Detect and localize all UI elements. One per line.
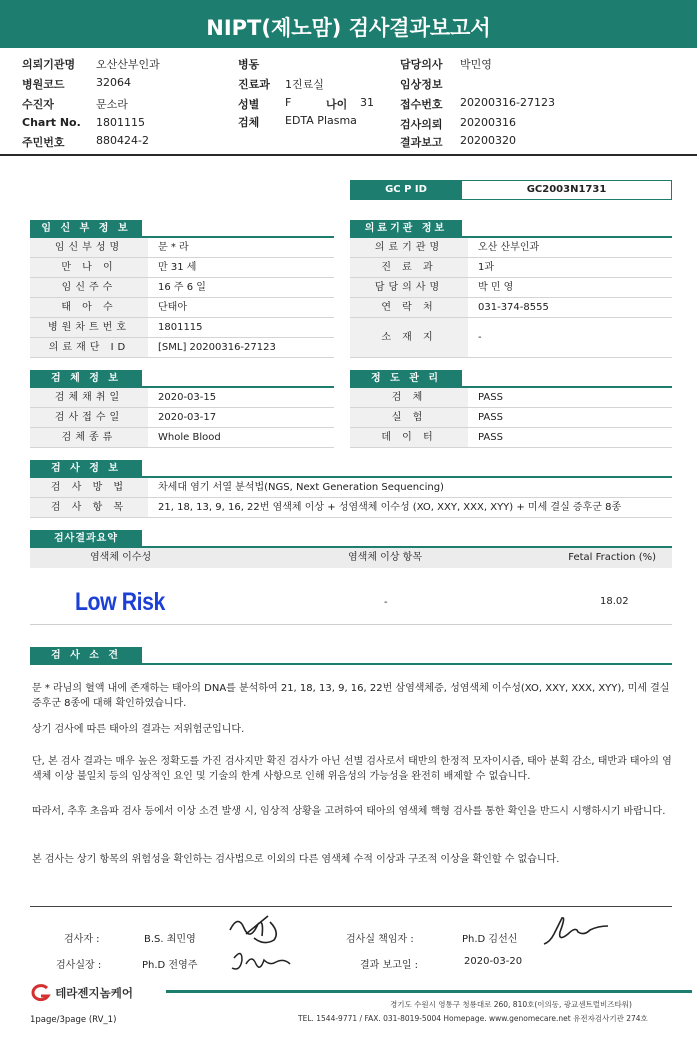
row-label: 소 재 지 (350, 318, 468, 357)
row-label: 검체종류 (30, 428, 148, 447)
page-number: 1page/3page (RV_1) (30, 1015, 117, 1025)
test-method-row (30, 478, 672, 498)
chart-label: Chart No. (22, 116, 81, 129)
row-value: Whole Blood (158, 432, 221, 443)
findings-section-line (30, 663, 672, 665)
hospital-label: 의뢰기관명 (22, 58, 76, 71)
row-value: 1과 (478, 262, 495, 273)
tester-signature (224, 910, 294, 950)
doctor-value: 박민영 (460, 58, 492, 71)
signature-divider (30, 906, 672, 907)
gcp-label: GC P ID (350, 180, 462, 200)
sex-value: F (285, 96, 292, 109)
tester-label: 검사자 : (64, 934, 100, 945)
row-label: 검체채취일 (30, 388, 148, 407)
id-label: 주민번호 (22, 136, 65, 149)
test-items-label: 검 사 항 목 (30, 498, 148, 517)
request-value: 20200316 (460, 116, 516, 129)
table-row (350, 278, 672, 298)
fetal-fraction-value: 18.02 (600, 596, 629, 607)
lead-signature (540, 912, 612, 950)
report-value: 20200320 (460, 134, 516, 147)
row-label: 임신주수 (30, 278, 148, 297)
table-row (30, 408, 334, 428)
table-row (30, 318, 334, 338)
row-label: 실 험 (350, 408, 468, 427)
age-label: 나이 (326, 98, 348, 111)
row-value: 031-374-8555 (478, 302, 549, 313)
test-items-value: 21, 18, 13, 9, 16, 22번 염색체 이상 + 성염색체 이수성 (XO, XXY, XXX, XYY) + 미세 결실 증후군 8종 (158, 502, 622, 513)
row-label: 병원차트번호 (30, 318, 148, 337)
row-value: 1801115 (158, 322, 203, 333)
table-row (350, 388, 672, 408)
patient-value: 문소라 (96, 98, 128, 111)
age-value: 31 (360, 96, 374, 109)
row-value: PASS (478, 392, 503, 403)
company-logo-icon (30, 984, 52, 1002)
findings-section-title: 검 사 소 견 (30, 647, 142, 665)
header-divider (0, 154, 697, 156)
company-logo (30, 984, 133, 1002)
findings-paragraph-3: 단, 본 검사 결과는 매우 높은 정확도를 가진 검사지만 확진 검사가 아닌 선별 검사로서 태반의 한정적 모자이시즘, 태아 분획 감소, 태반과 태아의 염색체 이상 불일치 등의 임상적인 요인 및 기술의 한계 사항으로 인해 위음성의 가능성을 완전히 배제할 수 없습니다. (32, 756, 672, 782)
table-row (350, 298, 672, 318)
lead-label: 검사실 책임자 : (346, 934, 414, 945)
table-row (350, 258, 672, 278)
row-value: 오산 산부인과 (478, 242, 540, 253)
table-row (350, 238, 672, 258)
row-label: 연 락 처 (350, 298, 468, 317)
dept-value: 1진료실 (285, 78, 324, 91)
accession-value: 20200316-27123 (460, 96, 555, 109)
code-value: 32064 (96, 76, 131, 89)
row-value: - (478, 332, 482, 343)
table-row (350, 318, 672, 358)
row-value: 단태아 (158, 302, 187, 313)
qc-section-title: 정 도 관 리 (350, 370, 462, 388)
row-label: 검 체 (350, 388, 468, 407)
row-value: 문 * 라 (158, 242, 189, 253)
table-row (30, 428, 334, 448)
summary-col-fetal-fraction: Fetal Fraction (%) (568, 552, 656, 563)
clinical-label: 임상정보 (400, 78, 443, 91)
director-signature (228, 946, 298, 976)
row-value: 16 주 6 일 (158, 282, 206, 293)
specimen-label: 검체 (238, 116, 260, 129)
table-row (30, 298, 334, 318)
director-label: 검사실장 : (56, 960, 102, 971)
code-label: 병원코드 (22, 78, 65, 91)
patient-label: 수진자 (22, 98, 54, 111)
row-label: 의료기관명 (350, 238, 468, 257)
row-value: [SML] 20200316-27123 (158, 342, 276, 353)
request-label: 검사의뢰 (400, 118, 443, 131)
test-section-title: 검 사 정 보 (30, 460, 142, 478)
test-method-label: 검 사 방 법 (30, 478, 148, 497)
table-row (30, 278, 334, 298)
row-label: 진 료 과 (350, 258, 468, 277)
table-row (350, 428, 672, 448)
findings-paragraph-5: 본 검사는 상기 항목의 위험성을 확인하는 검사법으로 이외의 다른 염색체 수적 이상과 구조적 이상을 확인할 수 없습니다. (32, 854, 560, 865)
tester-value: B.S. 최민영 (144, 934, 196, 945)
row-value: PASS (478, 432, 503, 443)
company-name: 테라젠지놈케어 (55, 986, 133, 1000)
row-value: 만 31 세 (158, 262, 197, 273)
row-value: 박 민 영 (478, 282, 514, 293)
table-row (30, 338, 334, 358)
test-items-row (30, 498, 672, 518)
hospital-value: 오산산부인과 (96, 58, 160, 71)
findings-paragraph-2: 상기 검사에 따른 태아의 결과는 저위험군입니다. (32, 724, 245, 735)
lead-value: Ph.D 김선신 (462, 934, 518, 945)
summary-header (30, 548, 672, 568)
row-label: 데 이 터 (350, 428, 468, 447)
chart-value: 1801115 (96, 116, 145, 129)
table-row (30, 388, 334, 408)
date-value: 2020-03-20 (464, 956, 523, 967)
summary-section-title: 검사결과요약 (30, 530, 142, 548)
row-value: 2020-03-17 (158, 412, 217, 423)
row-label: 태 아 수 (30, 298, 148, 317)
table-row (30, 258, 334, 278)
institution-section-title: 의료기관 정보 (350, 220, 462, 238)
report-title: NIPT(제노맘) 검사결과보고서 (0, 0, 697, 48)
specimen-section-title: 검 체 정 보 (30, 370, 142, 388)
row-label: 만 나 이 (30, 258, 148, 277)
sex-label: 성별 (238, 98, 260, 111)
findings-paragraph-4: 따라서, 추후 초음파 검사 등에서 이상 소견 발생 시, 임상적 상황을 고려하여 태아의 염색체 핵형 검사를 통한 확인을 반드시 시행하시기 바랍니다. (32, 806, 666, 817)
id-value: 880424-2 (96, 134, 149, 147)
dept-label: 진료과 (238, 78, 270, 91)
gcp-value: GC2003N1731 (462, 180, 672, 200)
row-label: 검사접수일 (30, 408, 148, 427)
report-label: 결과보고 (400, 136, 443, 149)
doctor-label: 담당의사 (400, 58, 443, 71)
findings-paragraph-1: 문 * 라님의 혈액 내에 존재하는 태아의 DNA를 분석하여 21, 18, 13, 9, 16, 22번 삼염색체증, 성염색체 이수성(XO, XXY, XXX, XYY), 미세 결실 증후군 8종에 대해 확인하였습니다. (32, 683, 670, 709)
summary-col-abnormal: 염색체 이상 항목 (348, 552, 422, 563)
row-label: 의료재단 ID (30, 338, 148, 357)
table-row (30, 238, 334, 258)
director-value: Ph.D 전영주 (142, 960, 198, 971)
row-label: 담당의사명 (350, 278, 468, 297)
summary-bottom-line (30, 624, 672, 625)
footer-address: 경기도 수원시 영통구 청룡대로 260, 810호(이의동, 광교센트럴비즈타워) (390, 1000, 632, 1009)
abnormal-value: - (384, 597, 388, 608)
accession-label: 접수번호 (400, 98, 443, 111)
table-row (350, 408, 672, 428)
specimen-value: EDTA Plasma (285, 114, 357, 127)
risk-result: Low Risk (75, 588, 165, 616)
ward-label: 병동 (238, 58, 260, 71)
row-label: 임신부성명 (30, 238, 148, 257)
pregnancy-section-title: 임 신 부 정 보 (30, 220, 142, 238)
footer-line (166, 990, 692, 993)
date-label: 결과 보고일 : (360, 960, 419, 971)
footer-contact: TEL. 1544-9771 / FAX. 031-8019-5004 Homepage. www.genomecare.net 유전자검사기관 274호 (298, 1014, 648, 1023)
summary-col-aneuploidy: 염색체 이수성 (90, 552, 152, 563)
row-value: 2020-03-15 (158, 392, 217, 403)
test-method-value: 차세대 염기 서열 분석법(NGS, Next Generation Sequencing) (158, 482, 444, 493)
row-value: PASS (478, 412, 503, 423)
